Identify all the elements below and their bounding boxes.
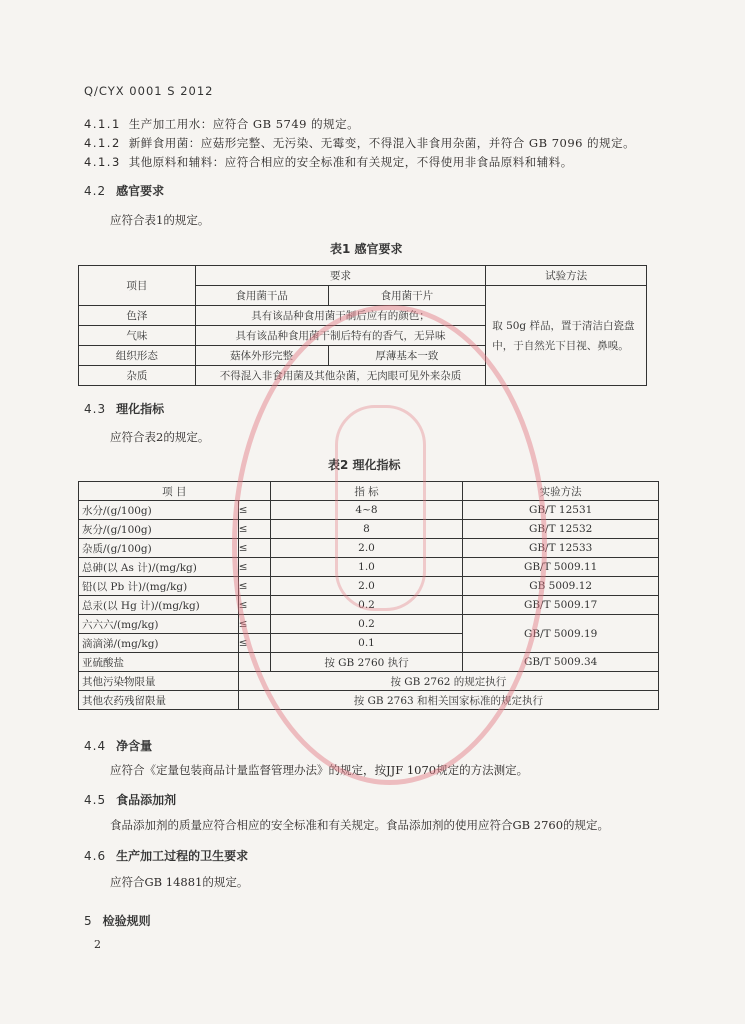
section-4-5-heading [84, 791, 176, 808]
table2-caption: 表2 理化指标 [328, 458, 401, 472]
table-row [79, 691, 659, 710]
table1-item: 气味 [79, 326, 196, 346]
table2-item: 六六六/(mg/kg) [79, 615, 239, 634]
table2-method: GB/T 5009.34 [463, 653, 659, 672]
table2-value: 0.2 [270, 596, 463, 615]
section-4-3-text: 应符合表2的规定。 [110, 430, 210, 444]
table2-method: GB/T 12533 [463, 539, 659, 558]
table2-item: 其他污染物限量 [79, 672, 239, 691]
table1-header-requirement: 要求 [195, 266, 485, 286]
table2-method: GB/T 12531 [463, 501, 659, 520]
table2-method: GB 5009.12 [463, 577, 659, 596]
section-number: 4.3 [84, 402, 107, 416]
table-row [79, 501, 659, 520]
clause-number: 4.1.2 [84, 136, 121, 150]
table2-item: 铅(以 Pb 计)/(mg/kg) [79, 577, 239, 596]
table2-operator: ≤ [238, 558, 270, 577]
section-4-3-heading [84, 400, 164, 417]
table1-item: 色泽 [79, 306, 196, 326]
table2-value: 0.2 [270, 615, 463, 634]
table2-item: 灰分/(g/100g) [79, 520, 239, 539]
section-number: 4.4 [84, 739, 107, 753]
clause-4-1-3 [84, 154, 573, 170]
table2-operator: ≤ [238, 539, 270, 558]
table-row [79, 539, 659, 558]
table2-header-index: 指 标 [270, 482, 463, 501]
table2-operator: ≤ [238, 577, 270, 596]
table2-operator: ≤ [238, 634, 270, 653]
table-row [79, 653, 659, 672]
table1-item: 组织形态 [79, 346, 196, 366]
table-sensory-requirements [78, 265, 647, 386]
section-4-2-heading [84, 182, 164, 199]
table2-value: 4~8 [270, 501, 463, 520]
table1-subheader-dried: 食用菌干品 [195, 286, 328, 306]
table2-value: 8 [270, 520, 463, 539]
section-4-6-heading [84, 847, 248, 864]
table2-operator: ≤ [238, 596, 270, 615]
table2-item: 杂质/(g/100g) [79, 539, 239, 558]
table2-item: 总砷(以 As 计)/(mg/kg) [79, 558, 239, 577]
clause-number: 4.1.3 [84, 155, 121, 169]
table2-item: 总汞(以 Hg 计)/(mg/kg) [79, 596, 239, 615]
table1-subheader-slices: 食用菌干片 [328, 286, 486, 306]
section-number: 5 [84, 914, 93, 928]
table1-requirement-slices: 厚薄基本一致 [328, 346, 486, 366]
table1-caption: 表1 感官要求 [330, 242, 403, 256]
table1-item: 杂质 [79, 366, 196, 386]
table2-value: 0.1 [270, 634, 463, 653]
table-row [79, 520, 659, 539]
table-physicochemical-indexes [78, 481, 659, 710]
clause-text: 生产加工用水：应符合 GB 5749 的规定。 [128, 117, 360, 131]
table2-value: 2.0 [270, 539, 463, 558]
table2-value: 1.0 [270, 558, 463, 577]
section-title: 净含量 [116, 739, 153, 753]
table2-header-item: 项 目 [79, 482, 271, 501]
section-number: 4.2 [84, 184, 107, 198]
table2-method-merged: GB/T 5009.19 [463, 615, 659, 653]
section-4-4-heading [84, 737, 152, 754]
table2-method: GB/T 12532 [463, 520, 659, 539]
table-row [79, 672, 659, 691]
table2-operator: ≤ [238, 520, 270, 539]
section-title: 理化指标 [116, 402, 165, 416]
table2-item: 水分/(g/100g) [79, 501, 239, 520]
table2-operator: ≤ [238, 615, 270, 634]
table1-requirement: 具有该品种食用菌干制后特有的香气，无异味 [195, 326, 485, 346]
clause-number: 4.1.1 [84, 117, 121, 131]
clause-4-1-2 [84, 135, 635, 151]
table1-requirement-dried: 菇体外形完整 [195, 346, 328, 366]
section-title: 检验规则 [102, 914, 151, 928]
table-row [79, 596, 659, 615]
section-number: 4.5 [84, 793, 107, 807]
table2-rule: 按 GB 2763 和相关国家标准的规定执行 [238, 691, 658, 710]
table1-header-item: 项目 [79, 266, 196, 306]
clause-text: 新鲜食用菌：应菇形完整、无污染、无霉变，不得混入非食用杂菌，并符合 GB 7096 的规定。 [128, 136, 636, 150]
table2-method: GB/T 5009.17 [463, 596, 659, 615]
table2-operator-empty [238, 653, 270, 672]
table2-rule: 按 GB 2762 的规定执行 [238, 672, 658, 691]
table2-operator: ≤ [238, 501, 270, 520]
standard-code: Q/CYX 0001 S 2012 [84, 84, 214, 98]
table2-value: 按 GB 2760 执行 [270, 653, 463, 672]
section-title: 生产加工过程的卫生要求 [116, 849, 249, 863]
table2-value: 2.0 [270, 577, 463, 596]
table-row [79, 615, 659, 634]
table-row [79, 577, 659, 596]
table2-item: 亚硫酸盐 [79, 653, 239, 672]
table1-requirement: 具有该品种食用菌干制后应有的颜色； [195, 306, 485, 326]
table1-header-method: 试验方法 [486, 266, 647, 286]
table2-item: 滴滴涕/(mg/kg) [79, 634, 239, 653]
section-4-2-text: 应符合表1的规定。 [110, 213, 210, 227]
section-4-6-text: 应符合GB 14881的规定。 [110, 875, 249, 889]
section-title: 食品添加剂 [116, 793, 177, 807]
page-number: 2 [94, 938, 101, 951]
table2-item: 其他农药残留限量 [79, 691, 239, 710]
table2-method: GB/T 5009.11 [463, 558, 659, 577]
section-5-heading [84, 912, 151, 929]
table2-header-method: 实验方法 [463, 482, 659, 501]
table-row [79, 558, 659, 577]
table1-test-method: 取 50g 样品，置于清洁白瓷盘中，于自然光下目视、鼻嗅。 [486, 286, 647, 386]
section-4-5-text: 食品添加剂的质量应符合相应的安全标准和有关规定。食品添加剂的使用应符合GB 2760的规定。 [110, 818, 610, 832]
clause-4-1-1 [84, 116, 359, 132]
section-4-4-text: 应符合《定量包装商品计量监督管理办法》的规定，按JJF 1070规定的方法测定。 [110, 763, 529, 777]
table1-requirement: 不得混入非食用菌及其他杂菌，无肉眼可见外来杂质 [195, 366, 485, 386]
section-title: 感官要求 [116, 184, 165, 198]
section-number: 4.6 [84, 849, 107, 863]
clause-text: 其他原料和辅料：应符合相应的安全标准和有关规定，不得使用非食品原料和辅料。 [128, 155, 573, 169]
